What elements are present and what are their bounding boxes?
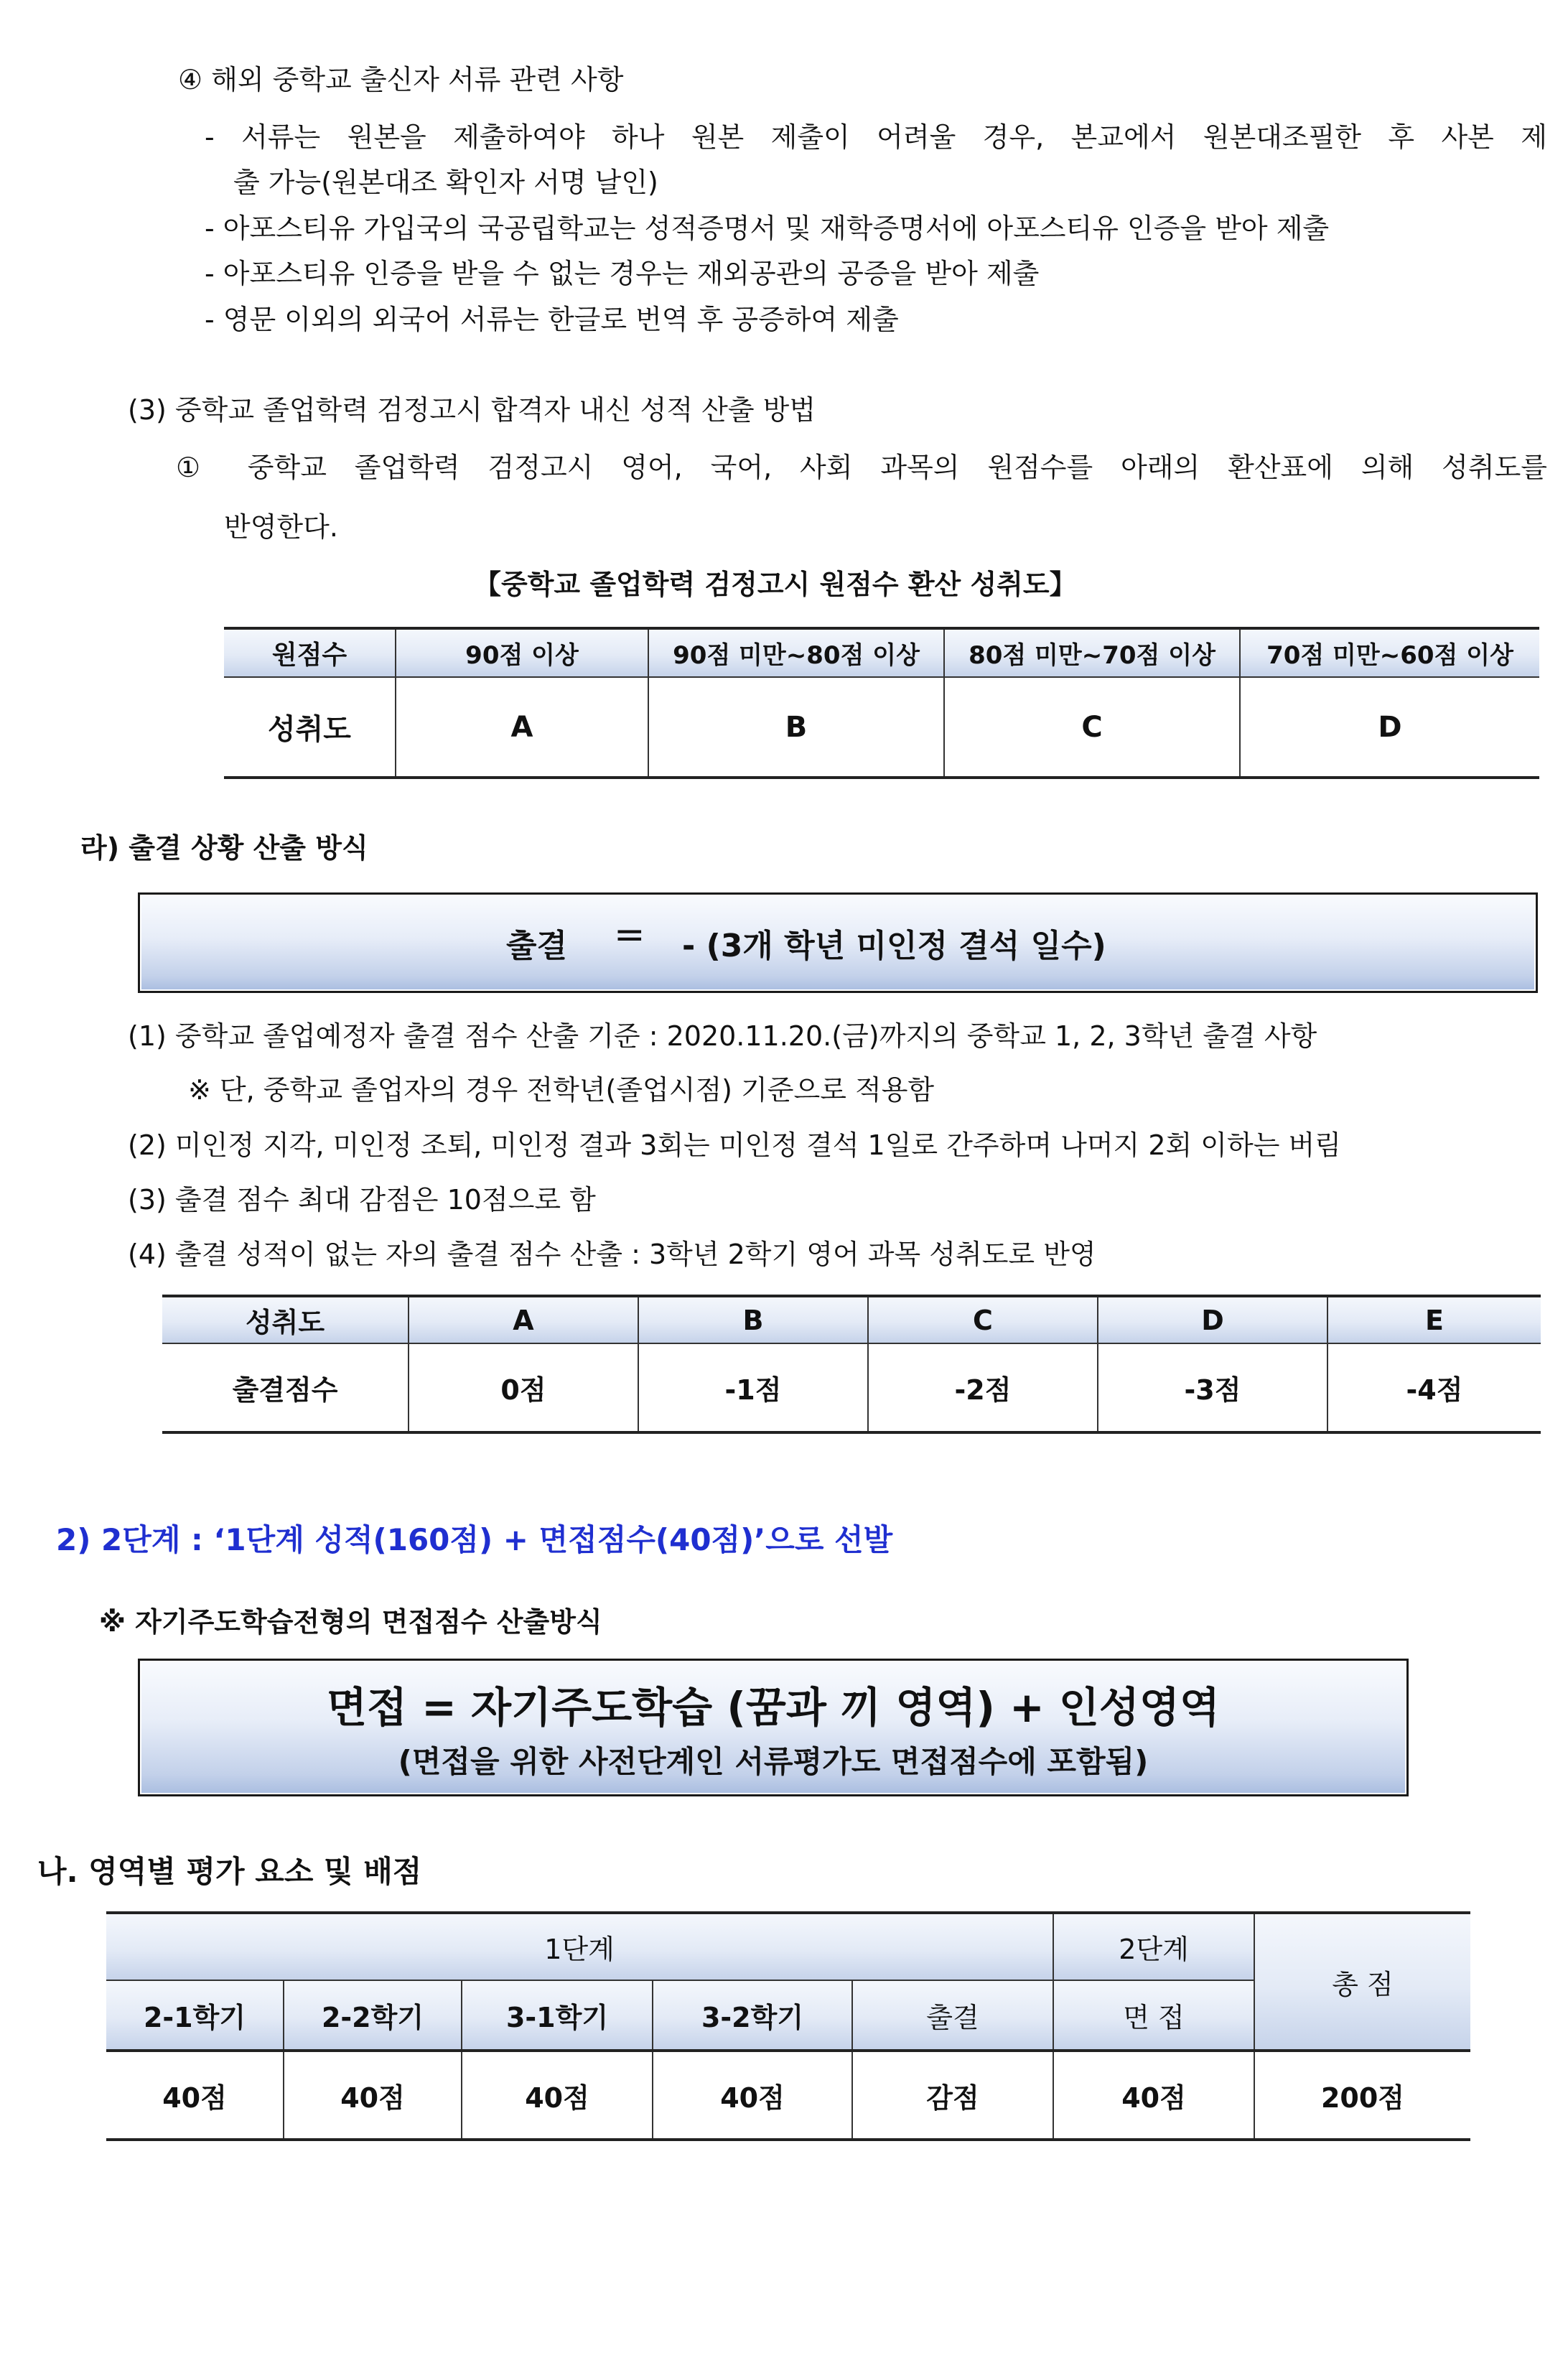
interview-formula-note: (면접을 위한 사전단계인 서류평가도 면접점수에 포함됨) [398, 1744, 1149, 1779]
stage2-heading: 2) 2단계 : ‘1단계 성적(160점) + 면접점수(40점)’으로 선발 [56, 1522, 893, 1557]
attendance-score-a: 0점 [409, 1343, 638, 1432]
foreign-docs-item-4: - 영문 이외의 외국어 서류는 한글로 번역 후 공증하여 제출 [205, 304, 899, 335]
attendance-header-grade: 성취도 [162, 1296, 409, 1343]
scoring-value-3-1: 40점 [462, 2051, 653, 2140]
scoring-values-row [106, 2051, 1470, 2140]
attendance-header-c: C [868, 1296, 1098, 1343]
formula-equals: = [614, 913, 645, 956]
interview-formula-box [138, 1659, 1409, 1796]
ged-grade-c: C [944, 677, 1240, 778]
scoring-value-2-2: 40점 [284, 2051, 462, 2140]
attendance-row-label: 출결점수 [162, 1343, 409, 1432]
attendance-header-e: E [1327, 1296, 1541, 1343]
scoring-value-2-1: 40점 [106, 2051, 284, 2140]
ged-grade-b: B [648, 677, 944, 778]
attendance-heading: 라) 출결 상황 산출 방식 [80, 832, 368, 864]
scoring-total-header: 총 점 [1254, 1913, 1470, 2051]
scoring-header-3-1: 3-1학기 [462, 1980, 653, 2051]
scoring-table [106, 1911, 1470, 2141]
attendance-header-a: A [409, 1296, 638, 1343]
foreign-docs-item-1-cont: 출 가능(원본대조 확인자 서명 날인) [233, 167, 658, 198]
ged-header-range-4: 70점 미만~60점 이상 [1240, 628, 1539, 677]
ged-grade-a: A [396, 677, 648, 778]
ged-header-range-2: 90점 미만~80점 이상 [648, 628, 944, 677]
scoring-stage2-group: 2단계 [1053, 1913, 1254, 1980]
attendance-header-b: B [638, 1296, 868, 1343]
attendance-item-3: (3) 출결 점수 최대 감점은 10점으로 함 [128, 1184, 596, 1216]
attendance-score-table [162, 1295, 1541, 1434]
attendance-score-d: -3점 [1098, 1343, 1327, 1432]
scoring-header-interview: 면 접 [1053, 1980, 1254, 2051]
ged-table-header-row [224, 628, 1539, 677]
scoring-value-total: 200점 [1254, 2051, 1470, 2140]
foreign-docs-item-1: - 서류는 원본을 제출하여야 하나 원본 제출이 어려울 경우, 본교에서 원본대조필한 후 사본 제 [205, 121, 1547, 153]
scoring-header-attendance: 출결 [852, 1980, 1053, 2051]
ged-table-row [224, 677, 1539, 778]
scoring-header-2-2: 2-2학기 [284, 1980, 462, 2051]
scoring-group-row [106, 1913, 1470, 1980]
ged-header-raw-score: 원점수 [224, 628, 396, 677]
attendance-item-4: (4) 출결 성적이 없는 자의 출결 점수 산출 : 3학년 2학기 영어 과목 성취도로 반영 [128, 1239, 1096, 1270]
attendance-item-1: (1) 중학교 졸업예정자 출결 점수 산출 기준 : 2020.11.20.(금)까지의 중학교 1, 2, 3학년 출결 사항 [128, 1020, 1317, 1052]
attendance-item-1-note: ※ 단, 중학교 졸업자의 경우 전학년(졸업시점) 기준으로 적용함 [188, 1074, 935, 1106]
attendance-formula-box [138, 892, 1538, 993]
attendance-table-row [162, 1343, 1541, 1432]
ged-row-label: 성취도 [224, 677, 396, 778]
foreign-docs-heading: ④ 해외 중학교 출신자 서류 관련 사항 [178, 64, 624, 95]
scoring-heading: 나. 영역별 평가 요소 및 배점 [37, 1854, 422, 1889]
scoring-value-3-2: 40점 [653, 2051, 852, 2140]
formula-absence-days: - (3개 학년 미인정 결석 일수) [682, 928, 1106, 964]
attendance-score-b: -1점 [638, 1343, 868, 1432]
foreign-docs-item-2: - 아포스티유 가입국의 국공립학교는 성적증명서 및 재학증명서에 아포스티유 인증을 받아 제출 [205, 213, 1330, 244]
ged-item-1-cont: 반영한다. [224, 511, 338, 543]
formula-attendance-label: 출결 [506, 928, 568, 964]
scoring-header-3-2: 3-2학기 [653, 1980, 852, 2051]
scoring-stage1-group: 1단계 [106, 1913, 1053, 1980]
attendance-score-e: -4점 [1406, 1374, 1463, 1406]
attendance-table-header-row [162, 1296, 1541, 1343]
attendance-item-2: (2) 미인정 지각, 미인정 조퇴, 미인정 결과 3회는 미인정 결석 1일로 간주하며 나머지 2회 이하는 버림 [128, 1129, 1341, 1161]
attendance-header-d: D [1098, 1296, 1327, 1343]
scoring-header-2-1: 2-1학기 [106, 1980, 284, 2051]
foreign-docs-item-3: - 아포스티유 인증을 받을 수 없는 경우는 재외공관의 공증을 받아 제출 [205, 258, 1040, 289]
ged-grade-d: D [1378, 710, 1402, 744]
interview-method-note: ※ 자기주도학습전형의 면접점수 산출방식 [99, 1606, 602, 1638]
ged-header-range-3: 80점 미만~70점 이상 [944, 628, 1240, 677]
attendance-score-c: -2점 [868, 1343, 1098, 1432]
ged-heading: (3) 중학교 졸업학력 검정고시 합격자 내신 성적 산출 방법 [128, 394, 816, 426]
scoring-value-interview: 40점 [1053, 2051, 1254, 2140]
interview-formula: 면접 = 자기주도학습 (꿈과 끼 영역) + 인성영역 [326, 1683, 1221, 1732]
ged-item-1: ① 중학교 졸업학력 검정고시 영어, 국어, 사회 과목의 원점수를 아래의 환산표에 의해 성취도를 [176, 452, 1547, 483]
ged-conversion-table [224, 627, 1539, 779]
scoring-value-attendance: 감점 [852, 2051, 1053, 2140]
ged-table-title: 【중학교 졸업학력 검정고시 원점수 환산 성취도】 [474, 569, 1077, 600]
ged-header-range-1: 90점 이상 [396, 628, 648, 677]
